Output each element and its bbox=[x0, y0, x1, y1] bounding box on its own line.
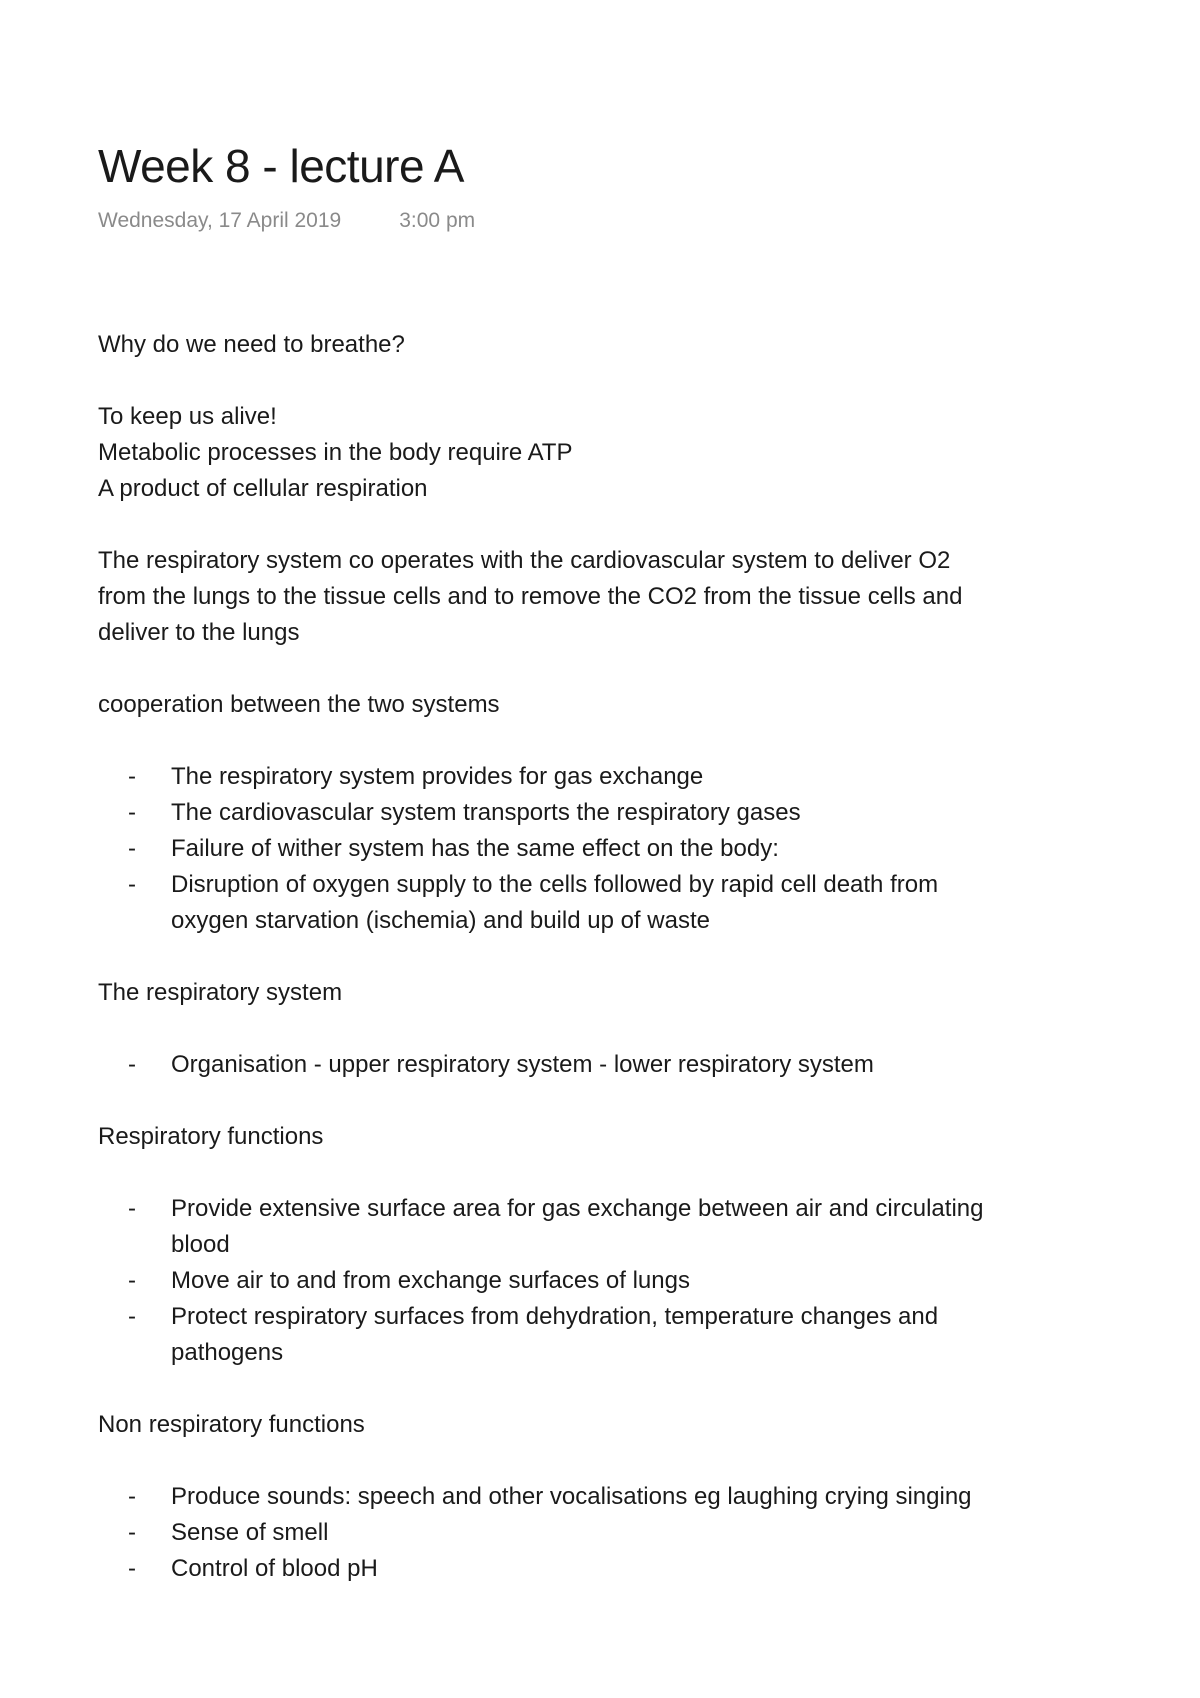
dash-bullet: - bbox=[128, 1267, 136, 1294]
dash-bullet: - bbox=[128, 799, 136, 826]
list-item-continuation bbox=[98, 1335, 1098, 1371]
dash-bullet: - bbox=[128, 1195, 136, 1222]
note-body bbox=[98, 327, 1098, 1587]
page-title: Week 8 - lecture A bbox=[98, 140, 464, 192]
list-item-text: Protect respiratory surfaces from dehydration, temperature changes and bbox=[171, 1303, 939, 1330]
dash-bullet: - bbox=[128, 1519, 136, 1546]
list-item-text: Move air to and from exchange surfaces of lungs bbox=[171, 1267, 690, 1294]
list-item bbox=[98, 1515, 1098, 1551]
section-heading-cooperation: cooperation between the two systems bbox=[98, 691, 500, 718]
list-item-text: The cardiovascular system transports the respiratory gases bbox=[171, 799, 801, 826]
list-item-text: Produce sounds: speech and other vocalisations eg laughing crying singing bbox=[171, 1483, 972, 1510]
cooperation-list bbox=[98, 759, 1098, 939]
spacer bbox=[98, 1011, 1098, 1047]
spacer bbox=[98, 1371, 1098, 1407]
list-item bbox=[98, 1263, 1098, 1299]
cooperation-paragraph-line: The respiratory system co operates with the cardiovascular system to deliver O2 bbox=[98, 547, 951, 574]
intro-line: A product of cellular respiration bbox=[98, 475, 428, 502]
list-item-text: The respiratory system provides for gas exchange bbox=[171, 763, 704, 790]
list-item bbox=[98, 1191, 1098, 1227]
list-item-text: oxygen starvation (ischemia) and build up of waste bbox=[171, 907, 710, 934]
spacer bbox=[98, 363, 1098, 399]
list-item-text: Control of blood pH bbox=[171, 1555, 378, 1582]
list-item bbox=[98, 759, 1098, 795]
cooperation-paragraph-line: deliver to the lungs bbox=[98, 619, 300, 646]
list-item-text: pathogens bbox=[171, 1339, 284, 1366]
non-respiratory-functions-list bbox=[98, 1479, 1098, 1587]
spacer bbox=[98, 651, 1098, 687]
list-item bbox=[98, 831, 1098, 867]
section-heading-non-respiratory-functions: Non respiratory functions bbox=[98, 1411, 365, 1438]
respiratory-functions-list bbox=[98, 1191, 1098, 1371]
list-item bbox=[98, 795, 1098, 831]
dash-bullet: - bbox=[128, 835, 136, 862]
list-item bbox=[98, 1047, 1098, 1083]
list-item bbox=[98, 1551, 1098, 1587]
dash-bullet: - bbox=[128, 1303, 136, 1330]
list-item bbox=[98, 1299, 1098, 1335]
list-item-text: blood bbox=[171, 1231, 230, 1258]
intro-question: Why do we need to breathe? bbox=[98, 331, 405, 358]
list-item-continuation bbox=[98, 903, 1098, 939]
page-time: 3:00 pm bbox=[399, 209, 476, 232]
spacer bbox=[98, 1443, 1098, 1479]
intro-line: Metabolic processes in the body require ATP bbox=[98, 439, 573, 466]
spacer bbox=[98, 1083, 1098, 1119]
spacer bbox=[98, 723, 1098, 759]
dash-bullet: - bbox=[128, 1483, 136, 1510]
dash-bullet: - bbox=[128, 763, 136, 790]
section-heading-respiratory-functions: Respiratory functions bbox=[98, 1123, 324, 1150]
list-item bbox=[98, 1479, 1098, 1515]
page-bottom-cutoff bbox=[0, 1590, 1200, 1698]
cooperation-paragraph-line: from the lungs to the tissue cells and to remove the CO2 from the tissue cells and bbox=[98, 583, 963, 610]
dash-bullet: - bbox=[128, 1555, 136, 1582]
list-item-text: Sense of smell bbox=[171, 1519, 329, 1546]
dash-bullet: - bbox=[128, 1051, 136, 1078]
dash-bullet: - bbox=[128, 871, 136, 898]
list-item bbox=[98, 867, 1098, 903]
list-item-text: Failure of wither system has the same effect on the body: bbox=[171, 835, 779, 862]
page-date: Wednesday, 17 April 2019 bbox=[98, 209, 342, 232]
intro-line: To keep us alive! bbox=[98, 403, 277, 430]
spacer bbox=[98, 939, 1098, 975]
spacer bbox=[98, 1155, 1098, 1191]
section-heading-respiratory-system: The respiratory system bbox=[98, 979, 343, 1006]
list-item-text: Disruption of oxygen supply to the cells followed by rapid cell death from bbox=[171, 871, 939, 898]
list-item-text: Organisation - upper respiratory system - lower respiratory system bbox=[171, 1051, 874, 1078]
list-item-text: Provide extensive surface area for gas exchange between air and circulating bbox=[171, 1195, 984, 1222]
list-item-continuation bbox=[98, 1227, 1098, 1263]
page-metadata bbox=[98, 208, 475, 234]
spacer bbox=[98, 507, 1098, 543]
respiratory-system-list bbox=[98, 1047, 1098, 1083]
